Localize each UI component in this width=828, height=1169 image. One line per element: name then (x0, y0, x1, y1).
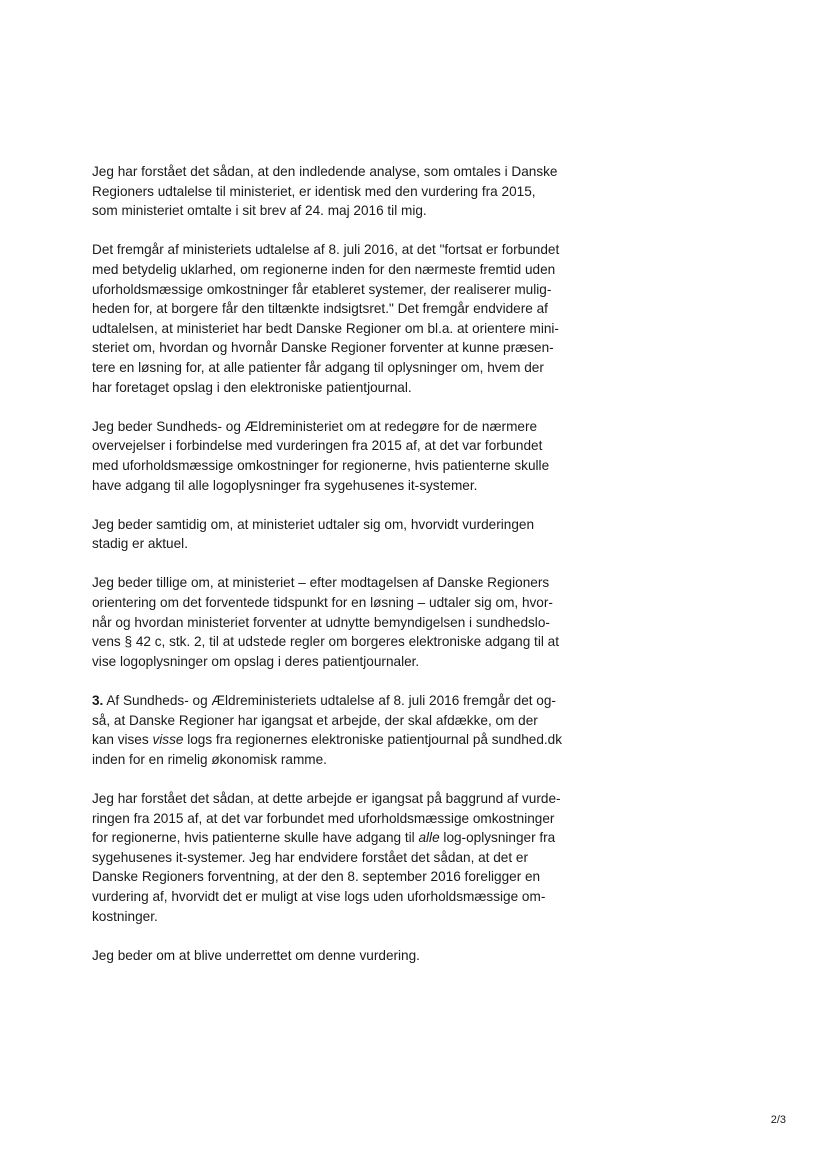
text-line: vurdering af, hvorvidt det er muligt at vise logs uden uforholdsmæssige om- (92, 888, 546, 904)
emphasis-text: visse (152, 732, 184, 748)
paragraph-gap (92, 769, 592, 789)
paragraph-request-current (92, 515, 592, 554)
text-line: Jeg har forstået det sådan, at dette arbejde er igangsat på baggrund af vurde- (92, 791, 561, 806)
paragraph-section-3 (92, 691, 592, 769)
text-line: inden for en rimelig økonomisk ramme. (92, 751, 327, 767)
emphasis-text: alle (418, 830, 440, 846)
text-line (92, 691, 592, 711)
text-line: Danske Regioners forventning, at der den 8. september 2016 foreligger en (92, 869, 541, 885)
text-line (92, 828, 592, 848)
paragraph-final-request (92, 946, 592, 966)
text-segment: for regionerne, hvis patienterne skulle have adgang til (92, 830, 419, 846)
text-line: med uforholdsmæssige omkostninger for regionerne, hvis patienterne skulle (92, 457, 550, 473)
text-line: have adgang til alle logoplysninger fra sygehusenes it-systemer. (92, 477, 478, 493)
text-segment: kan vises (92, 732, 153, 748)
text-line: uforholdsmæssige omkostninger får etableret systemer, der realiserer mulig- (92, 281, 552, 297)
text-line (92, 730, 592, 750)
paragraph-gap (92, 397, 592, 417)
text-line: Regioners udtalelse til ministeriet, er identisk med den vurdering fra 2015, (92, 183, 536, 199)
text-line: vise logoplysninger om opslag i deres patientjournaler. (92, 653, 420, 669)
text-line: med betydelig uklarhed, om regionerne inden for den nærmeste fremtid uden (92, 261, 556, 277)
text-line: når og hvordan ministeriet forventer at udnytte bemyndigelsen i sundhedslo- (92, 614, 550, 630)
text-line: ringen fra 2015 af, at det var forbundet med uforholdsmæssige omkostninger (92, 810, 555, 826)
text-line: vens § 42 c, stk. 2, til at udstede regler om borgeres elektroniske adgang til at (92, 634, 559, 650)
text-line: har foretaget opslag i den elektroniske patientjournal. (92, 379, 412, 395)
text-segment: Af Sundheds- og Ældreministeriets udtalelse af 8. juli 2016 fremgår det og- (103, 693, 556, 709)
paragraph-request-authority (92, 573, 592, 671)
paragraph-gap (92, 495, 592, 515)
text-line: Jeg beder samtidig om, at ministeriet udtaler sig om, hvorvidt vurderingen (92, 516, 535, 532)
section-number: 3. (92, 693, 104, 709)
paragraph-gap (92, 926, 592, 946)
text-segment: log-oplysninger fra (439, 830, 556, 846)
text-line: stadig er aktuel. (92, 536, 188, 552)
paragraph-request-considerations (92, 417, 592, 495)
paragraph-analysis (92, 162, 592, 221)
text-line: Jeg beder Sundheds- og Ældreministeriet om at redegøre for de nærmere (92, 418, 538, 434)
paragraph-ministry-statement (92, 240, 592, 397)
text-line: overvejelser i forbindelse med vurderingen fra 2015 af, at det var forbundet (92, 438, 543, 454)
text-line: Jeg beder om at blive underrettet om denne vurdering. (92, 947, 420, 963)
paragraph-gap (92, 671, 592, 691)
text-line: orientering om det forventede tidspunkt for en løsning – udtaler sig om, hvor- (92, 595, 553, 611)
page-number: 2/3 (770, 1114, 786, 1126)
text-line: så, at Danske Regioner har igangsat et arbejde, der skal afdække, om der (92, 712, 538, 728)
text-line: som ministeriet omtalte i sit brev af 24. maj 2016 til mig. (92, 203, 427, 219)
text-line: udtalelsen, at ministeriet har bedt Danske Regioner om bl.a. at orientere mini- (92, 320, 559, 336)
text-line: tere en løsning for, at alle patienter får adgang til oplysninger om, hvem der (92, 359, 544, 375)
text-line: sygehusenes it-systemer. Jeg har endvidere forstået det sådan, at det er (92, 849, 529, 865)
text-line: Det fremgår af ministeriets udtalelse af 8. juli 2016, at det "fortsat er forbundet (92, 242, 560, 258)
text-line: kostninger. (92, 908, 158, 924)
letter-body (92, 162, 592, 965)
paragraph-gap (92, 554, 592, 574)
paragraph-gap (92, 221, 592, 241)
text-line: steriet om, hvordan og hvornår Danske Regioner forventer at kunne præsen- (92, 340, 554, 356)
text-segment: logs fra regionernes elektroniske patientjournal på sundhed.dk (183, 732, 563, 748)
text-line: Jeg beder tillige om, at ministeriet – efter modtagelsen af Danske Regioners (92, 575, 550, 591)
text-line: heden for, at borgere får den tiltænkte indsigtsret." Det fremgår endvidere af (92, 301, 548, 317)
text-line: Jeg har forstået det sådan, at den indledende analyse, som omtales i Danske (92, 164, 558, 179)
paragraph-understanding (92, 789, 592, 926)
